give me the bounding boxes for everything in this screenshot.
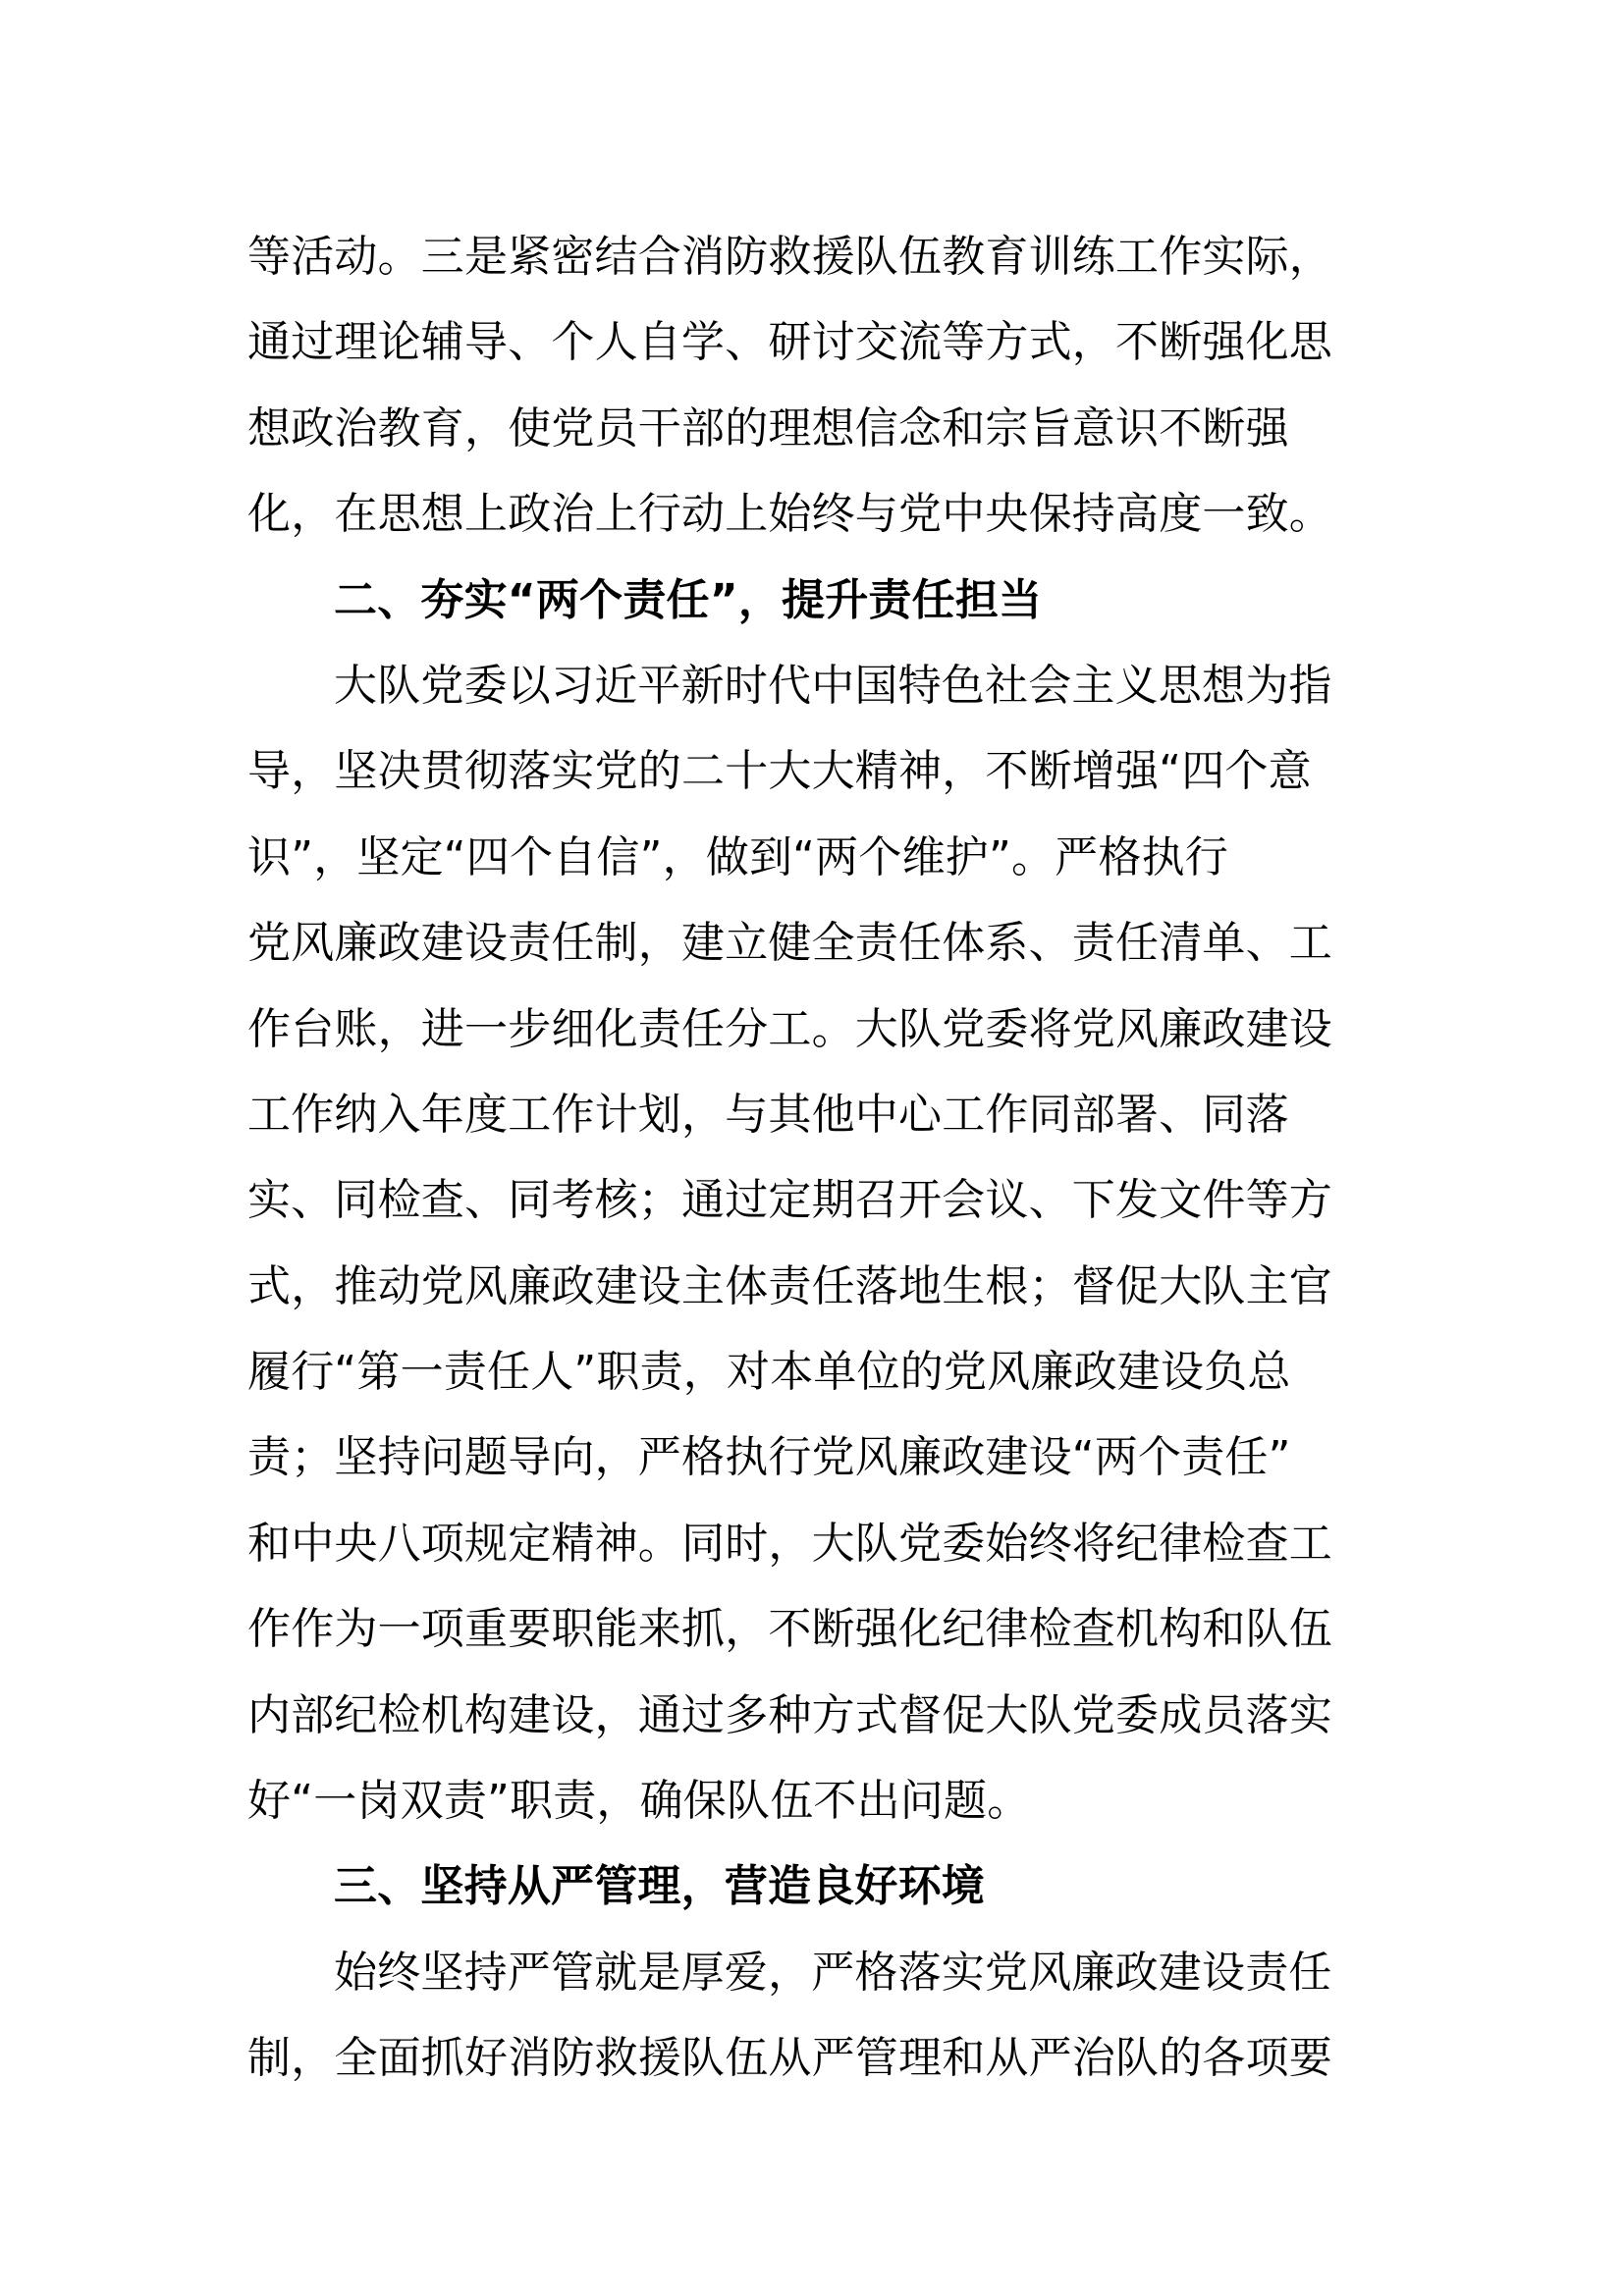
section-heading-3: 三、坚持从严管理，营造良好环境 bbox=[334, 1861, 985, 1912]
body-line: 好“一岗双责”职责，确保队伍不出问题。 bbox=[247, 1776, 1031, 1827]
paragraph-start-line: 大队党委以习近平新时代中国特色社会主义思想为指 bbox=[334, 660, 1332, 711]
body-line: 责；坚持问题导向，严格执行党风廉政建设“两个责任” bbox=[247, 1432, 1291, 1483]
body-line: 化，在思想上政治上行动上始终与党中央保持高度一致。 bbox=[247, 489, 1332, 540]
body-line: 制，全面抓好消防救援队伍从严管理和从严治队的各项要 bbox=[247, 2033, 1332, 2084]
body-line: 作作为一项重要职能来抓，不断强化纪律检查机构和队伍 bbox=[247, 1604, 1332, 1655]
body-line: 式，推动党风廉政建设主体责任落地生根；督促大队主官 bbox=[247, 1260, 1332, 1311]
body-line: 内部纪检机构建设，通过多种方式督促大队党委成员落实 bbox=[247, 1689, 1332, 1740]
body-line: 工作纳入年度工作计划，与其他中心工作同部署、同落 bbox=[247, 1089, 1289, 1140]
body-line: 导，坚决贯彻落实党的二十大大精神，不断增强“四个意 bbox=[247, 746, 1312, 797]
body-line: 通过理论辅导、个人自学、研讨交流等方式，不断强化思 bbox=[247, 317, 1332, 368]
body-line: 等活动。三是紧密结合消防救援队伍教育训练工作实际， bbox=[247, 232, 1332, 282]
body-line: 履行“第一责任人”职责，对本单位的党风廉政建设负总 bbox=[247, 1347, 1291, 1398]
paragraph-start-line: 始终坚持严管就是厚爱，严格落实党风廉政建设责任 bbox=[334, 1947, 1332, 1998]
document-page bbox=[247, 214, 1337, 2102]
body-line: 和中央八项规定精神。同时，大队党委始终将纪律检查工 bbox=[247, 1518, 1332, 1569]
body-line: 识”，坚定“四个自信”，做到“两个维护”。严格执行 bbox=[247, 831, 1228, 882]
body-line: 实、同检查、同考核；通过定期召开会议、下发文件等方 bbox=[247, 1175, 1332, 1226]
body-line: 党风廉政建设责任制，建立健全责任体系、责任清单、工 bbox=[247, 918, 1332, 969]
body-line: 作台账，进一步细化责任分工。大队党委将党风廉政建设 bbox=[247, 1003, 1332, 1054]
section-heading-2: 二、夯实“两个责任”，提升责任担当 bbox=[334, 574, 1043, 625]
body-line: 想政治教育，使党员干部的理想信念和宗旨意识不断强 bbox=[247, 402, 1289, 454]
